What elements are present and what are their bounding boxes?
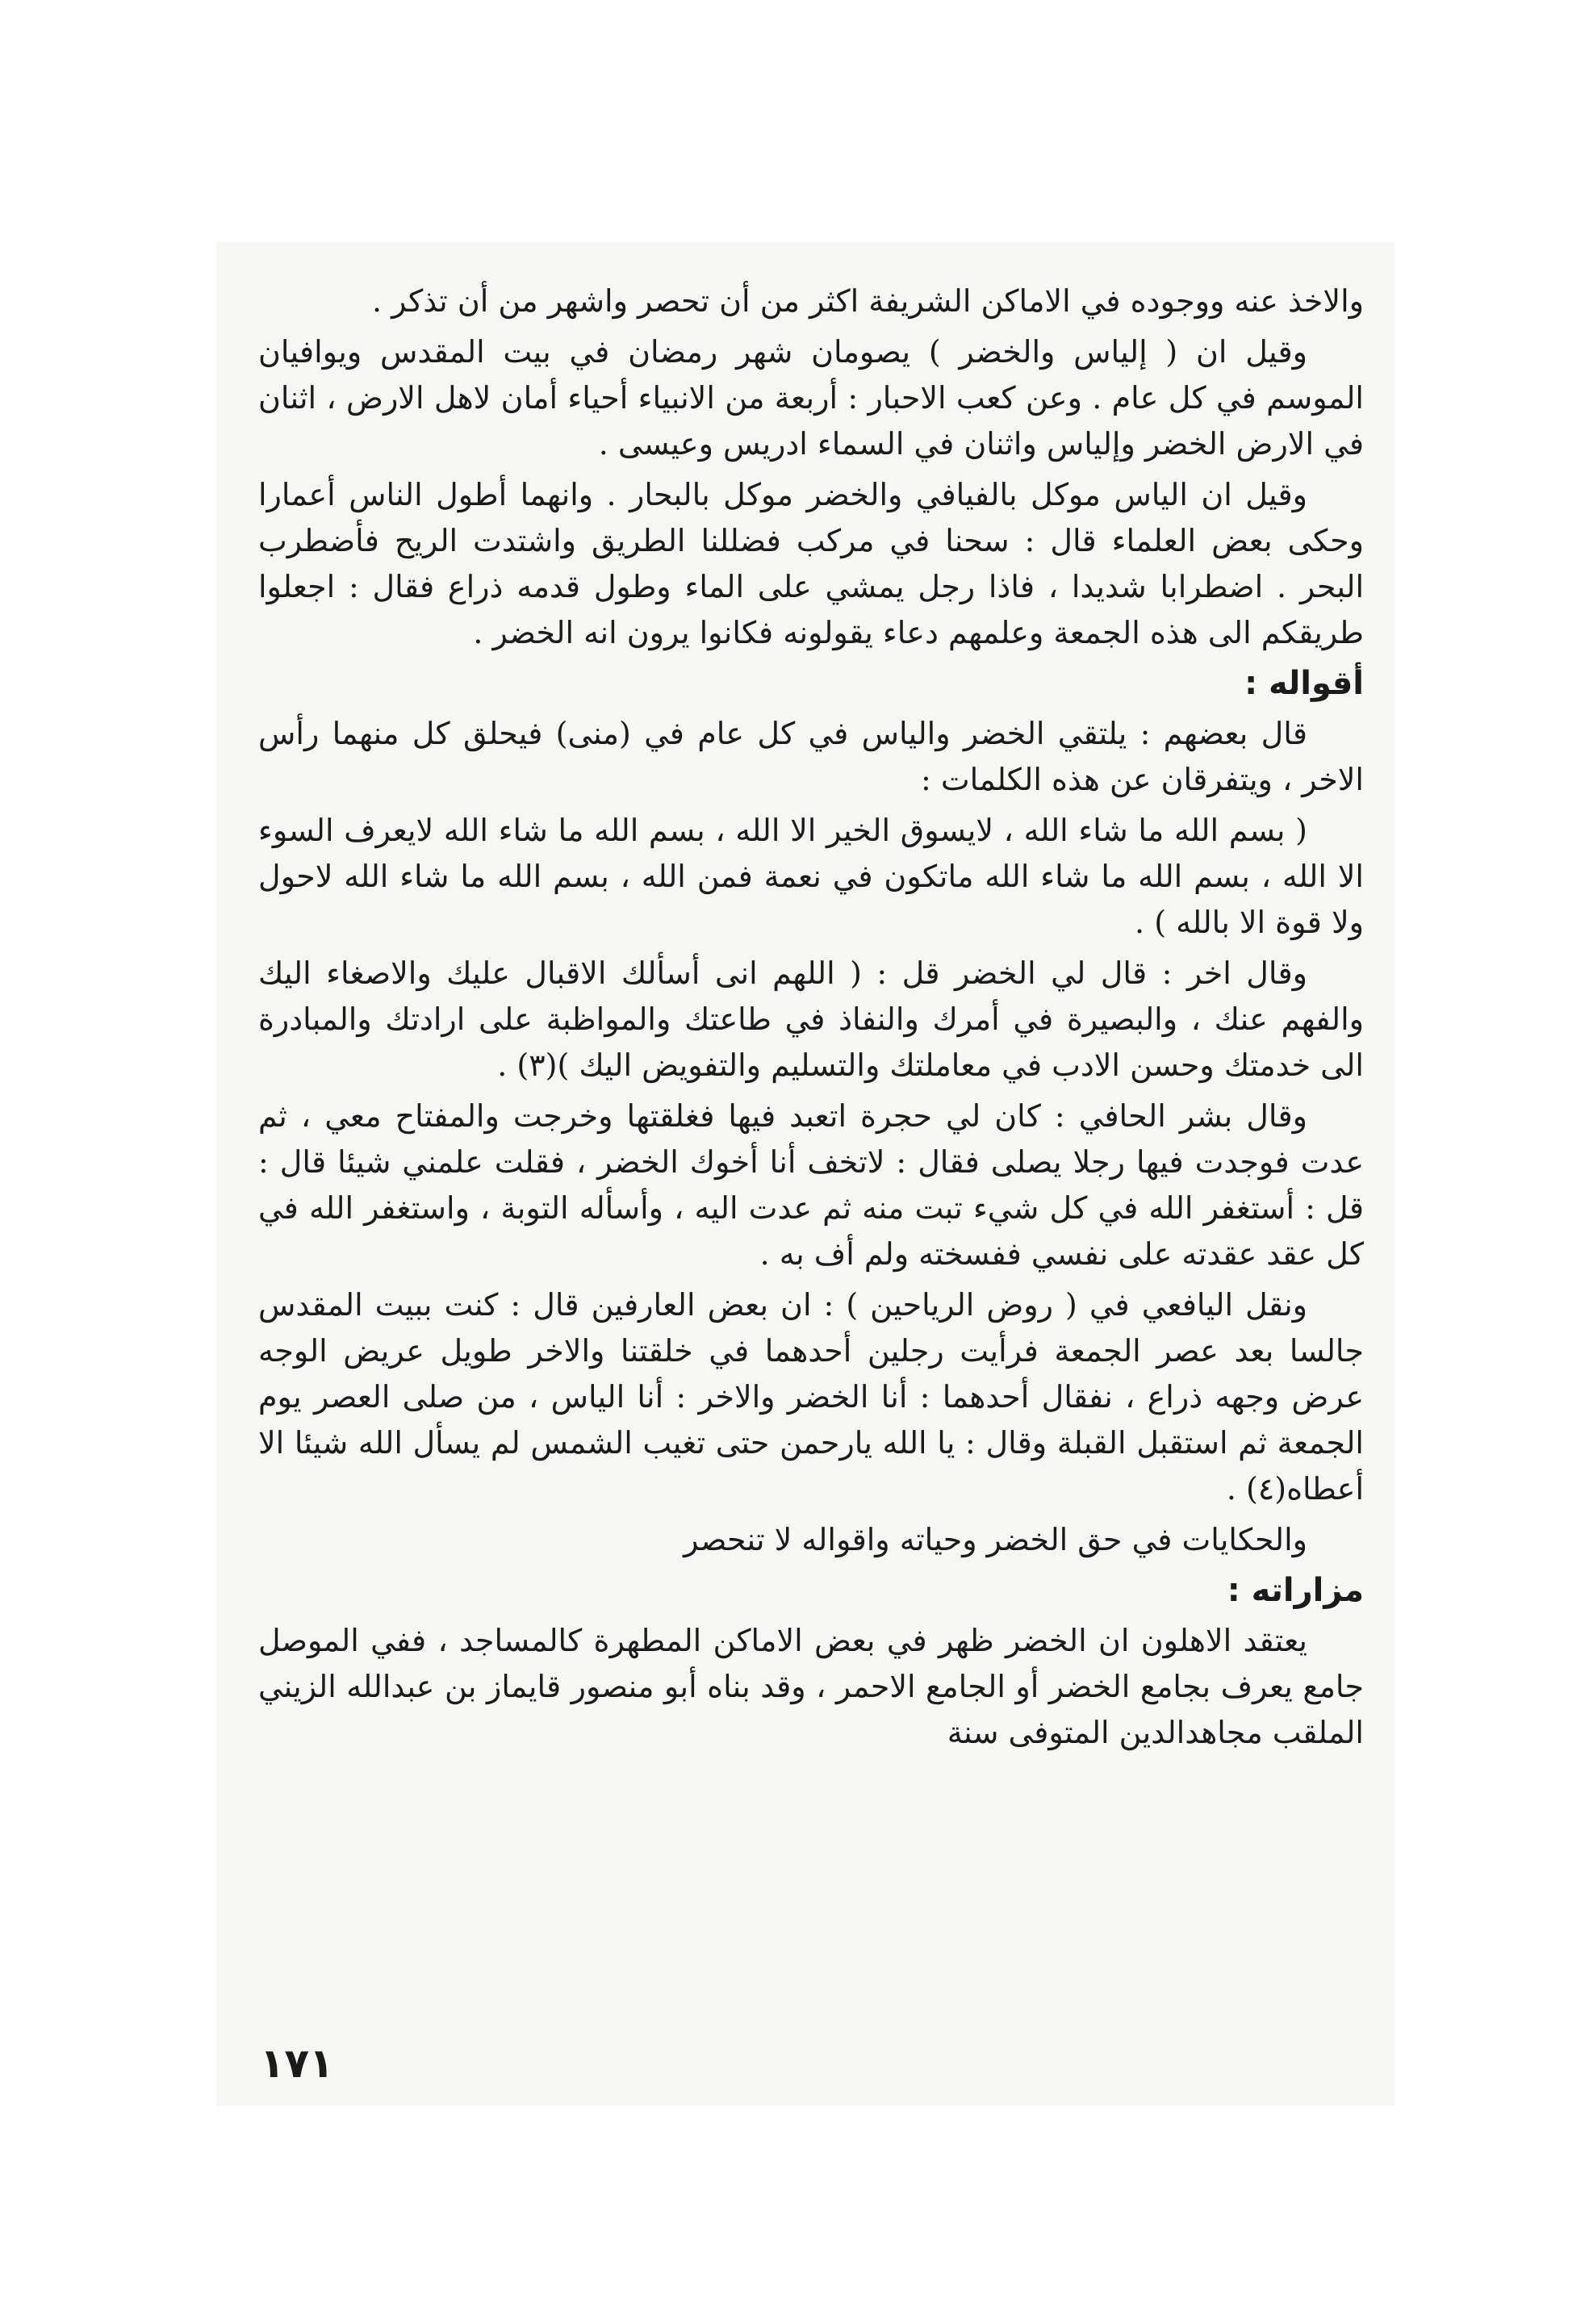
paragraph: وقال بشر الحافي : كان لي حجرة اتعبد فيها فغلقتها وخرجت والمفتاح معي ، ثم عدت فوجدت فيها رجلا يصلى فقال : لاتخف أنا أخوك الخضر ، فقلت علمني شيئا قال : قل : أستغفر الله في كل شيء تبت منه ثم عدت اليه ، وأسأله التوبة ، واستغفر الله في كل عقد عقدته على نفسي ففسخته ولم أف به . [258, 1098, 1364, 1272]
paragraph: والاخذ عنه ووجوده في الاماكن الشريفة اكثر من أن تحصر واشهر من أن تذكر . [372, 283, 1364, 319]
page-number: ١٧١ [260, 2040, 334, 2087]
paragraph: يعتقد الاهلون ان الخضر ظهر في بعض الاماكن المطهرة كالمساجد ، ففي الموصل جامع يعرف بجامع الخضر أو الجامع الاحمر ، وقد بناه أبو منصور قايماز بن عبدالله الزيني الملقب مجاهدالدين المتوفى سنة [258, 1623, 1364, 1750]
paragraph: وقال اخر : قال لي الخضر قل : ( اللهم انى أسألك الاقبال عليك والاصغاء اليك والفهم عنك ، والبصيرة في أمرك والنفاذ في طاعتك والمواظبة على ارادتك والمبادرة الى خدمتك وحسن الادب في معاملتك والتسليم والتفويض اليك )(٣) . [258, 955, 1364, 1083]
paragraph: وقيل ان الياس موكل بالفيافي والخضر موكل بالبحار . وانهما أطول الناس أعمارا وحكى بعض العلماء قال : سحنا في مركب فضللنا الطريق واشتدت الريح فأضطرب البحر . اضطرابا شديدا ، فاذا رجل يمشي على الماء وطول قدمه ذراع فقال : اجعلوا طريقكم الى هذه الجمعة وعلمهم دعاء يقولونه فكانوا يرون انه الخضر . [258, 477, 1364, 650]
paragraph: ( بسم الله ما شاء الله ، لايسوق الخير الا الله ، بسم الله ما شاء الله لايعرف السوء الا الله ، بسم الله ما شاء الله ماتكون في نعمة فمن الله ، بسم الله ما شاء الله لاحول ولا قوة الا بالله ) . [258, 813, 1364, 940]
paragraph: ونقل اليافعي في ( روض الرياحين ) : ان بعض العارفين قال : كنت ببيت المقدس جالسا بعد عصر الجمعة فرأيت رجلين أحدهما في خلقتنا والاخر طويل عريض الوجه عرض وجهه ذراع ، نفقال أحدهما : أنا الخضر والاخر : أنا الياس ، من صلى العصر يوم الجمعة ثم استقبل القبلة وقال : يا الله يارحمن حتى تغيب الشمس لم يسأل الله شيئا الا أعطاه(٤) . [258, 1287, 1364, 1507]
paragraph: قال بعضهم : يلتقي الخضر والياس في كل عام في (منى) فيحلق كل منهما رأس الاخر ، ويتفرقان عن هذه الكلمات : [258, 716, 1364, 797]
page-body [258, 278, 1364, 1761]
section-heading: مزاراته : [1227, 1572, 1364, 1609]
section-heading: أقواله : [1244, 665, 1364, 702]
paragraph: وقيل ان ( إلياس والخضر ) يصومان شهر رمضان في بيت المقدس ويوافيان الموسم في كل عام . وعن كعب الاحبار : أربعة من الانبياء أحياء أمان لاهل الارض ، اثنان في الارض الخضر وإلياس واثنان في السماء ادريس وعيسى . [258, 334, 1364, 462]
paragraph: والحكايات في حق الخضر وحياته واقواله لا تنحصر [684, 1522, 1307, 1557]
